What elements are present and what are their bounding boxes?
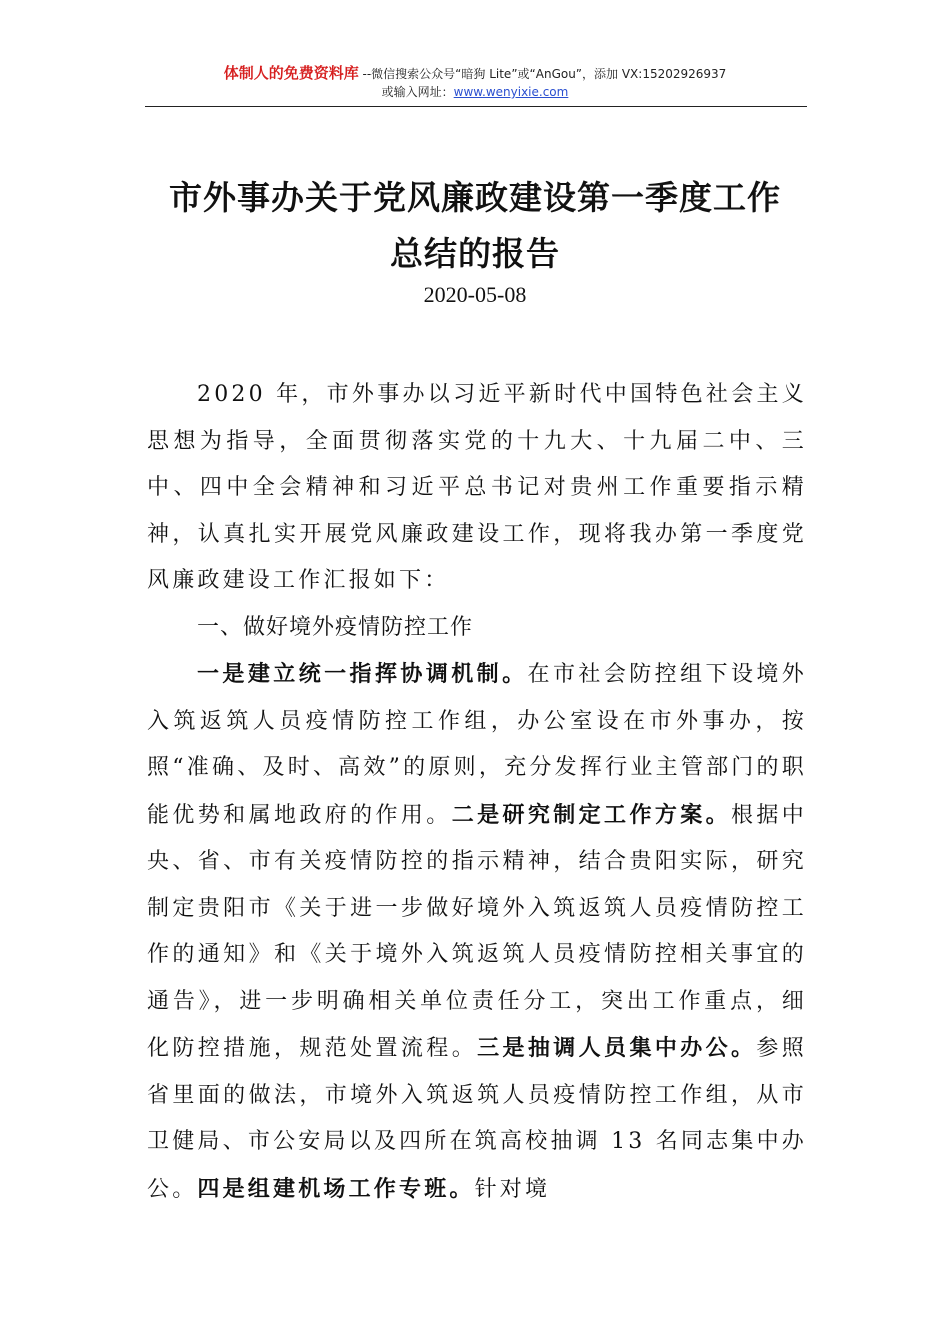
title-line-1: 市外事办关于党风廉政建设第一季度工作 (169, 178, 781, 217)
document-title (140, 170, 810, 282)
header-line-2 (145, 84, 805, 100)
website-link[interactable]: www.wenyixie.com (453, 85, 569, 99)
point-3-text: 参照省里面的做法，市境外入筑返筑人员疫情防控工作组，从市卫健局、市公安局以及四所在筑高校抽调 13 名同志集中办公。 (147, 1036, 807, 1202)
document-body (147, 372, 807, 1213)
point-3-lead: 三是抽调人员集中办公。 (477, 1035, 757, 1061)
section-1-heading: 一、做好境外疫情防控工作 (197, 614, 474, 640)
header-line-1 (145, 64, 805, 84)
point-4-lead: 四是组建机场工作专班。 (197, 1175, 475, 1202)
source-header (145, 64, 805, 100)
title-line-2: 总结的报告 (390, 234, 560, 273)
header-contact-text: --微信搜索公众号“暗狗 Lite”或“AnGou”，添加 VX:15202926937 (358, 67, 727, 81)
point-2-lead: 二是研究制定工作方案。 (451, 801, 732, 828)
header-divider (145, 106, 807, 107)
url-prefix: 或输入网址： (381, 85, 454, 99)
point-2-text: 根据中央、省、市有关疫情防控的指示精神，结合贵阳实际，研究制定贵阳市《关于进一步做好境外入筑返筑人员疫情防控工作的通知》和《关于境外入筑返筑人员疫情防控相关事宜的通告》，进一步明确相关单位责任分工，突出工作重点，细化防控措施，规范处置流程。 (147, 802, 807, 1061)
document-date: 2020-05-08 (423, 282, 527, 307)
brand-name: 体制人的免费资料库 (223, 64, 359, 82)
point-1-text: 在市社会防控组下设境外入筑返筑人员疫情防控工作组，办公室设在市外事办，按照“准确、及时、高效”的原则，充分发挥行业主管部门的职能优势和属地政府的作用。 (147, 662, 808, 828)
point-1-lead: 一是建立统一指挥协调机制。 (197, 661, 528, 687)
point-4-text: 针对境 (474, 1176, 551, 1202)
intro-paragraph: 2020 年，市外事办以习近平新时代中国特色社会主义思想为指导，全面贯彻落实党的十九大、十九届二中、三中、四中全会精神和习近平总书记对贵州工作重要指示精神，认真扎实开展党风廉政建设工作，现将我办第一季度党风廉政建设工作汇报如下： (147, 382, 807, 593)
section-1-paragraph (147, 651, 807, 1213)
